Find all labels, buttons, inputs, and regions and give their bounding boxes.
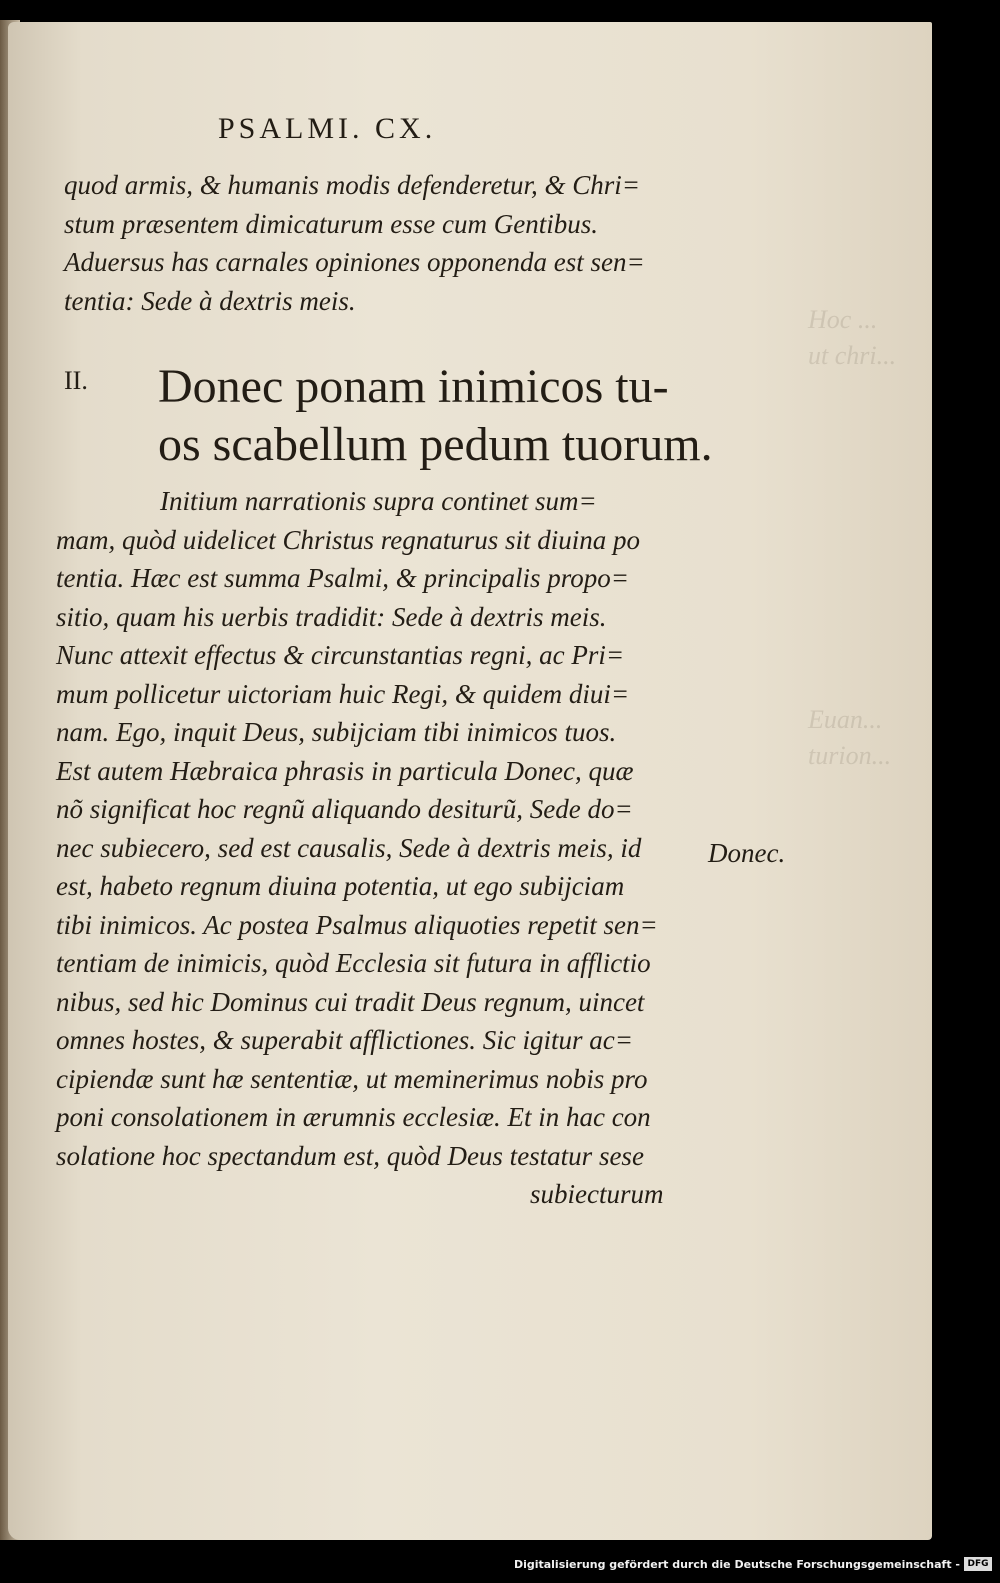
text-line: nõ significat hoc regnũ aliquando desiturũ, Sede do=: [56, 794, 633, 824]
footer-bar: [0, 1548, 1000, 1583]
text-line: mam, quòd uidelicet Christus regnaturus sit diuina po: [56, 524, 641, 555]
text-line: Nunc attexit effectus & circunstantias regni, ac Pri=: [56, 640, 625, 670]
text-line: nibus, sed hic Dominus cui tradit Deus regnum, uincet: [56, 986, 645, 1017]
text-line: mum pollicetur uictoriam huic Regi, & quidem diui=: [56, 678, 630, 709]
show-through-text: Hoc ... ut chri...: [808, 305, 897, 370]
text-line: poni consolationem in ærumnis ecclesiæ. Et in hac con: [56, 1102, 651, 1132]
intro-paragraph: [64, 166, 645, 320]
catchword: subiecturum: [530, 1179, 664, 1209]
text-line: tentia. Hæc est summa Psalmi, & principalis propo=: [56, 563, 629, 593]
text-line: nam. Ego, inquit Deus, subijciam tibi inimicos tuos.: [56, 717, 617, 747]
text-line: tibi inimicos. Ac postea Psalmus aliquoties repetit sen=: [56, 909, 658, 940]
text-line: Initium narrationis supra continet sum=: [160, 486, 597, 516]
verse-line: os scabellum pedum tuorum.: [158, 418, 713, 471]
margin-note: Donec.: [708, 838, 786, 868]
text-line: Aduersus has carnales opiniones opponenda est sen=: [64, 247, 645, 277]
text-line: nec subiecero, sed est causalis, Sede à dextris meis, id: [56, 832, 642, 863]
text-line: omnes hostes, & superabit afflictiones. Sic igitur ac=: [56, 1025, 633, 1055]
text-line: tentia: Sede à dextris meis.: [64, 285, 356, 316]
verse-text: [158, 358, 713, 474]
text-line: est, habeto regnum diuina potentia, ut ego subijciam: [56, 871, 625, 901]
show-through-text: Euan... turion...: [808, 705, 892, 770]
verse-line: Donec ponam inimicos tu-: [158, 360, 669, 413]
text-line: quod armis, & humanis modis defenderetur, & Chri=: [64, 170, 640, 200]
verse-number: II.: [64, 366, 88, 395]
text-line: Est autem Hæbraica phrasis in particula Donec, quæ: [56, 755, 634, 786]
funding-notice: Digitalisierung gefördert durch die Deutsche Forschungsgemeinschaft -: [513, 1558, 960, 1571]
running-head: PSALMI. CX.: [218, 112, 437, 145]
text-line: cipiendæ sunt hæ sententiæ, ut meminerimus nobis pro: [56, 1063, 648, 1094]
text-line: sitio, quam his uerbis tradidit: Sede à dextris meis.: [56, 601, 607, 632]
text-line: solatione hoc spectandum est, quòd Deus testatur sese: [56, 1140, 644, 1171]
text-line: tentiam de inimicis, quòd Ecclesia sit futura in afflictio: [56, 948, 651, 978]
commentary-paragraph: [56, 482, 663, 1214]
dfg-logo: DFG: [964, 1557, 992, 1571]
text-line: stum præsentem dimicaturum esse cum Gentibus.: [64, 208, 598, 239]
